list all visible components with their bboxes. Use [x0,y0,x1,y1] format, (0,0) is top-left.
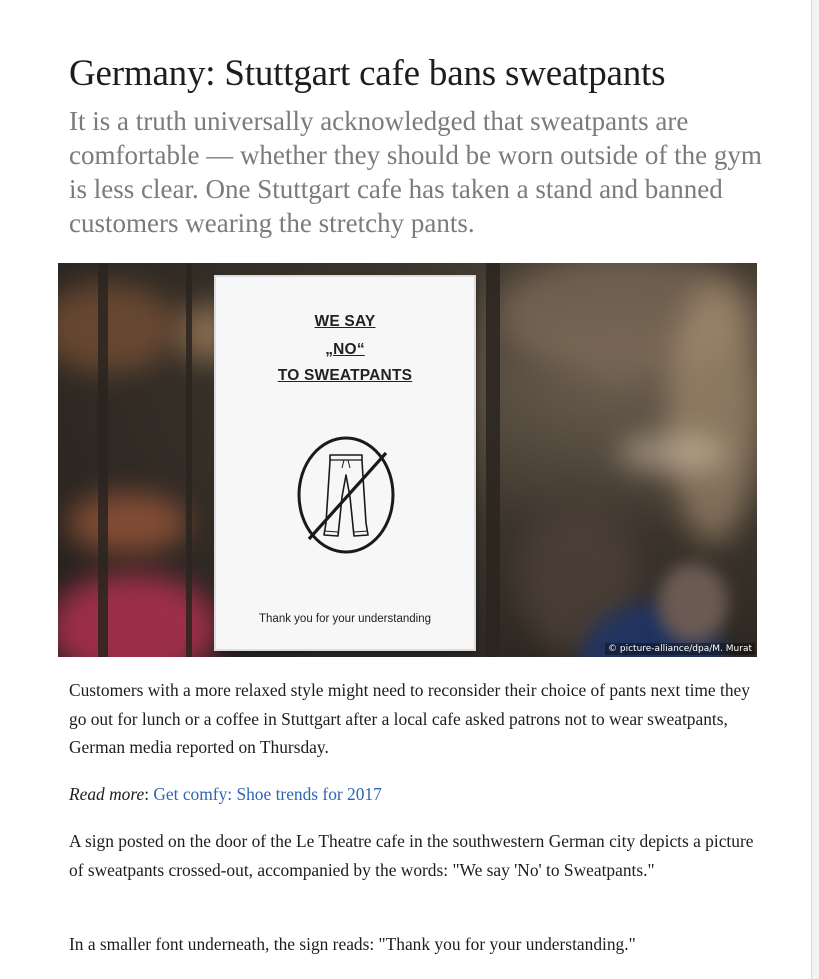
read-more-label: Read more [69,784,145,804]
body-paragraph-4: In a smaller font underneath, the sign reads: "Thank you for your understanding." [69,934,636,954]
sign-line-to-sweatpants: TO SWEATPANTS [277,367,413,384]
read-more-line [69,780,759,809]
body-paragraph-1: Customers with a more relaxed style might need to reconsider their choice of pants next time they go out for lunch or a coffee in Stuttgart after a local cafe asked patrons not to wear sweatpants, German media reported on Thursday. [69,680,750,757]
article-headline: Germany: Stuttgart cafe bans sweatpants [69,53,666,94]
article-teaser: It is a truth universally acknowledged that sweatpants are comfortable — whether they should be worn outside of the gym is less clear. One Stuttgart cafe has taken a stand and banned customers wearing the stretchy pants. [69,106,762,238]
sign-line-no: „NO“ [325,341,365,358]
no-sweatpants-sign [216,277,474,649]
sign-footer-text: Thank you for your understanding [259,613,431,625]
sign-line-we-say: WE SAY [314,313,376,330]
body-paragraph-3: A sign posted on the door of the Le Theatre cafe in the southwestern German city depicts a picture of sweatpants crossed-out, accompanied by the words: "We say 'No' to Sweatpants." [69,831,754,880]
read-more-separator: : [144,784,154,804]
page-edge [812,0,819,979]
article-photo [58,263,757,657]
crossed-out-sweatpants-icon [296,435,396,555]
photo-credit: © picture-alliance/dpa/M. Murat [605,643,755,655]
read-more-link[interactable]: Get comfy: Shoe trends for 2017 [153,784,382,804]
